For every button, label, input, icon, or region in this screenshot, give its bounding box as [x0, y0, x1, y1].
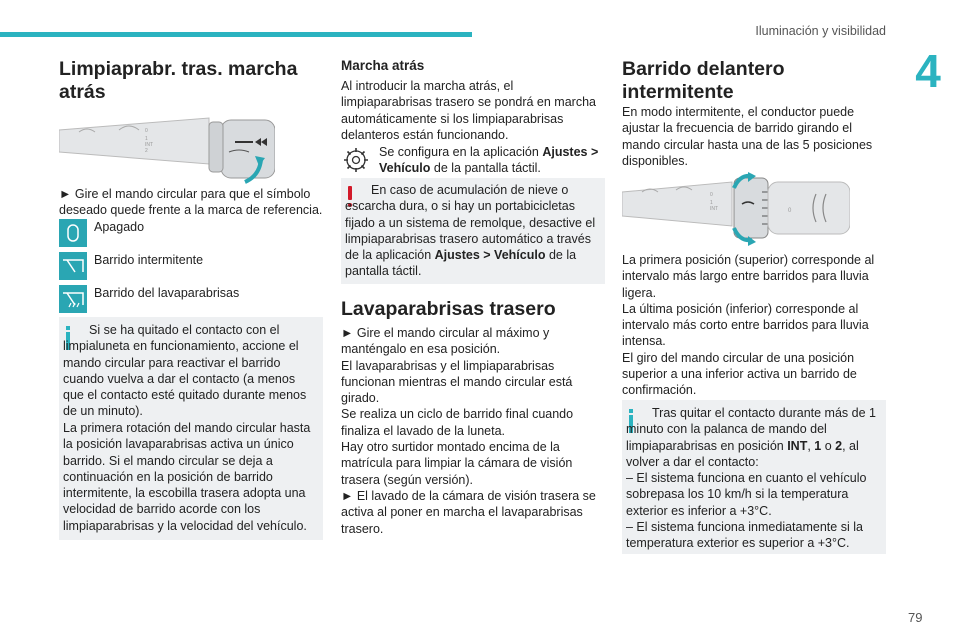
- chapter-number: 4: [915, 45, 941, 97]
- rear-wiper-stalk-illustration: [59, 112, 275, 190]
- info-text: [63, 322, 315, 420]
- front-wiper-stalk-illustration: [622, 170, 850, 250]
- header-accent-bar: [0, 32, 472, 37]
- svg-text:1: 1: [145, 136, 148, 142]
- svg-text:INT: INT: [710, 206, 719, 212]
- off-icon: [59, 219, 87, 247]
- rear-washer-line: Se realiza un ciclo de barrido final cuando finaliza el lavado de la luneta.: [341, 407, 574, 438]
- page-title: Limpiaprabr. tras. marcha atrás: [59, 58, 298, 103]
- front-wipe-para: La última posición (inferior) corresponde al intervalo más corto entre barridos para lluvia intensa.: [622, 301, 869, 349]
- rear-washer-line: El lavaparabrisas y el limpiaparabrisas funcionan mientras el mando circular está girado.: [341, 358, 573, 406]
- info-paragraph-1: Si se ha quitado el contacto con el limpialuneta en funcionamiento, accione el mando circular para reactivar el barrido cuando vuelva a dar el contacto (a menos que el contacto esté quitado durante menos de un minuto).: [63, 323, 307, 419]
- rear-washer-text: [341, 325, 605, 537]
- info-bullet: – El sistema funciona inmediatamente si la temperatura exterior es superior a +3°C.: [626, 520, 863, 551]
- info-bullet: – El sistema funciona en cuanto el vehículo sobrepasa los 10 km/h si la temperatura exterior es inferior a +3°C.: [626, 471, 867, 518]
- section-title: Iluminación y visibilidad: [755, 24, 886, 38]
- svg-text:0: 0: [145, 128, 148, 134]
- instruction-text: ► Gire el mando circular para que el símbolo deseado quede frente a la marca de referencia.: [59, 187, 323, 218]
- rear-washer-line: ► Gire el mando circular al máximo y manténgalo en esa posición.: [341, 326, 550, 357]
- front-wipe-intro: En modo intermitente, el conductor puede ajustar la frecuencia de barrido girando el mando circular hasta una de las 5 posiciones disponibles.: [622, 105, 873, 168]
- svg-text:INT: INT: [145, 142, 154, 148]
- rear-washer-line: ► El lavado de la cámara de visión trasera se activa al poner en marcha el lavaparabrisas trasero.: [341, 488, 596, 536]
- info-box-2: [622, 400, 886, 554]
- warning-box: [341, 178, 605, 284]
- svg-text:0: 0: [788, 208, 792, 214]
- svg-text:1: 1: [710, 200, 713, 206]
- front-wipe-title: Barrido delantero intermitente: [622, 58, 785, 103]
- page-number: 79: [908, 610, 923, 625]
- warning-text: En caso de acumulación de nieve o escarcha dura, o si hay un portabicicletas fijado a un sistema de remolque, desactive el limpiaparabrisas trasero automático a través de la aplicación Ajustes > Vehículo de la pantalla táctil.: [345, 183, 596, 279]
- washer-wipe-icon: [59, 285, 87, 313]
- subsection-title: Marcha atrás: [341, 58, 425, 73]
- info-text-3: Tras quitar el contacto durante más de 1 minuto con la palanca de mando del limpiaparabrisas en posición INT, 1 o 2, al volver a dar el contacto:: [626, 406, 876, 469]
- svg-text:2: 2: [145, 148, 148, 154]
- icon-label-washer: Barrido del lavaparabrisas: [94, 286, 240, 300]
- front-wipe-para: El giro del mando circular de una posición superior a una inferior activa un barrido de confirmación.: [622, 350, 857, 398]
- front-wipe-text: [622, 252, 886, 399]
- icon-label-intermittent: Barrido intermitente: [94, 253, 204, 267]
- gear-note: Se configura en la aplicación Ajustes > Vehículo de la pantalla táctil.: [379, 145, 599, 176]
- gear-icon: [341, 145, 371, 175]
- info-text-2: La primera rotación del mando circular hasta la posición lavaparabrisas activa un único barrido. Si el mando circular se deja a continuación en la posición de barrido intermitente, la escobilla trasera adopta una velocidad de barrido acorde con los limpiaparabrisas y la velocidad del vehículo.: [63, 421, 311, 533]
- icon-label-off: Apagado: [94, 220, 145, 234]
- front-wipe-para: La primera posición (superior) corresponde al intervalo más largo entre barridos para lluvia ligera.: [622, 253, 875, 300]
- info-box: [59, 317, 323, 540]
- rear-washer-title: Lavaparabrisas trasero: [341, 298, 556, 320]
- rear-washer-line: Hay otro surtidor montado encima de la matrícula para limpiar la cámara de visión trasera (según versión).: [341, 440, 573, 487]
- reverse-paragraph: Al introducir la marcha atrás, el limpiaparabrisas trasero se pondrá en marcha automáticamente si los limpiaparabrisas delanteros están funcionando.: [341, 79, 596, 142]
- intermittent-wipe-icon: [59, 252, 87, 280]
- svg-text:0: 0: [710, 192, 713, 198]
